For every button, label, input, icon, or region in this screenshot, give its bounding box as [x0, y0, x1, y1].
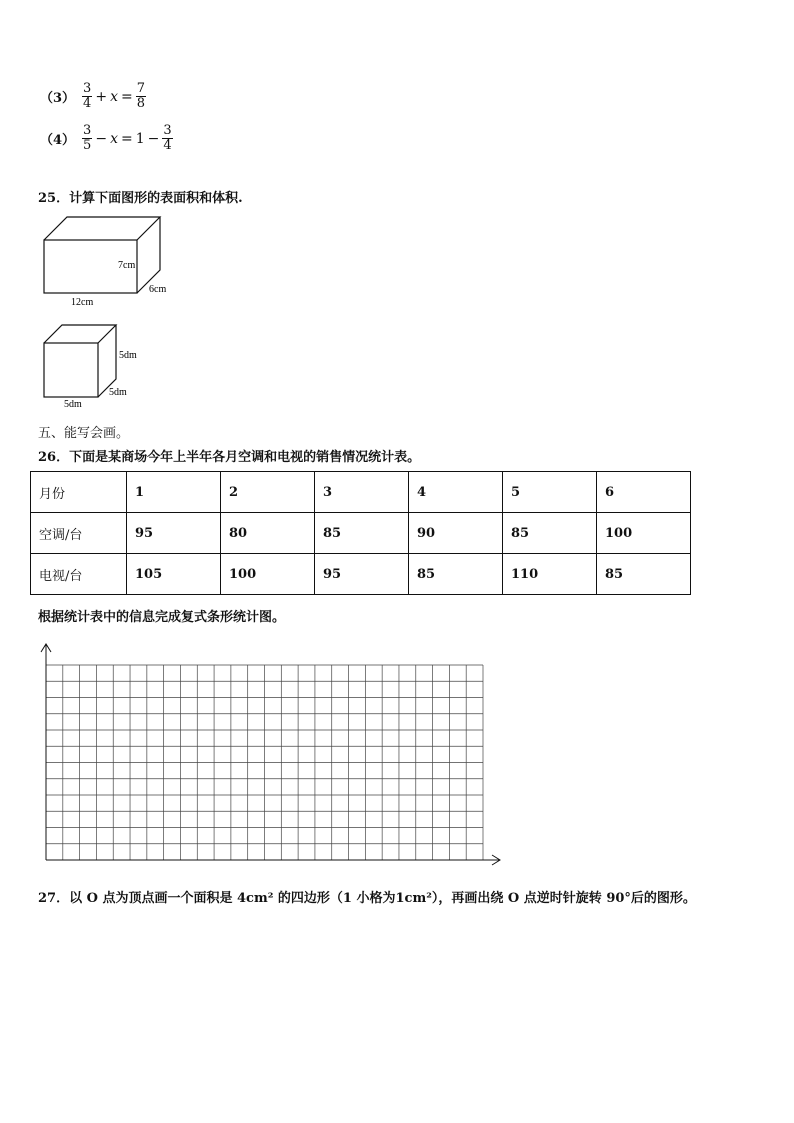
table-cell: 5	[503, 472, 597, 513]
q26-text: 26．下面是某商场今年上半年各月空调和电视的销售情况统计表。	[38, 450, 421, 465]
fraction: $\frac{3}{5}$	[83, 123, 92, 153]
equation-label: （3）	[40, 91, 76, 106]
equation-4: （4） $\frac{3}{5}$ − x = 1 − $\frac{3}{4}$	[40, 123, 172, 153]
table-cell: 月份	[31, 472, 127, 513]
q26-instruction: 根据统计表中的信息完成复式条形统计图。	[38, 610, 286, 625]
table-cell: 85	[315, 513, 409, 554]
fraction: $\frac{7}{8}$	[136, 81, 145, 111]
table-cell: 85	[503, 513, 597, 554]
cube-top-face	[44, 325, 116, 343]
table-row	[31, 513, 691, 554]
table-row	[31, 472, 691, 513]
equation-3: （3） $\frac{3}{4}$ + x = $\frac{7}{8}$	[40, 81, 145, 111]
table-cell: 1	[127, 472, 221, 513]
table-cell: 110	[503, 554, 597, 595]
cuboid-top-face	[44, 217, 160, 240]
q25-text: 25．计算下面图形的表面积和体积.	[38, 191, 243, 206]
answer-grid	[36, 640, 506, 870]
q27-text: 27．以 O 点为顶点画一个面积是 4cm² 的四边形（1 小格为1cm²），再画出绕 O 点逆时针旋转 90°后的图形。	[38, 891, 696, 906]
table-cell: 95	[127, 513, 221, 554]
section-title: 五、能写会画。	[38, 426, 130, 441]
table-cell: 2	[221, 472, 315, 513]
cube-front-face	[44, 343, 98, 397]
cuboid-height-label: 7cm	[118, 260, 136, 271]
table-cell: 85	[597, 554, 691, 595]
table-cell: 6	[597, 472, 691, 513]
table-cell: 100	[221, 554, 315, 595]
table-cell: 95	[315, 554, 409, 595]
sales-table	[30, 471, 691, 595]
table-cell: 85	[409, 554, 503, 595]
cube-height-label: 5dm	[119, 350, 137, 361]
equation-label: （4）	[40, 133, 76, 148]
table-cell: 空调/台	[31, 513, 127, 554]
cuboid-length-label: 12cm	[71, 297, 94, 308]
cube-length-label: 5dm	[64, 399, 82, 410]
table-row	[31, 554, 691, 595]
table-cell: 4	[409, 472, 503, 513]
cuboid-width-label: 6cm	[149, 284, 167, 295]
table-cell: 90	[409, 513, 503, 554]
table-cell: 80	[221, 513, 315, 554]
table-cell: 3	[315, 472, 409, 513]
table-cell: 100	[597, 513, 691, 554]
table-cell: 电视/台	[31, 554, 127, 595]
cube-width-label: 5dm	[109, 387, 127, 398]
table-cell: 105	[127, 554, 221, 595]
cube-figure	[38, 320, 158, 412]
fraction: $\frac{3}{4}$	[163, 123, 172, 153]
fraction: $\frac{3}{4}$	[83, 81, 92, 111]
cuboid-figure	[38, 210, 188, 310]
